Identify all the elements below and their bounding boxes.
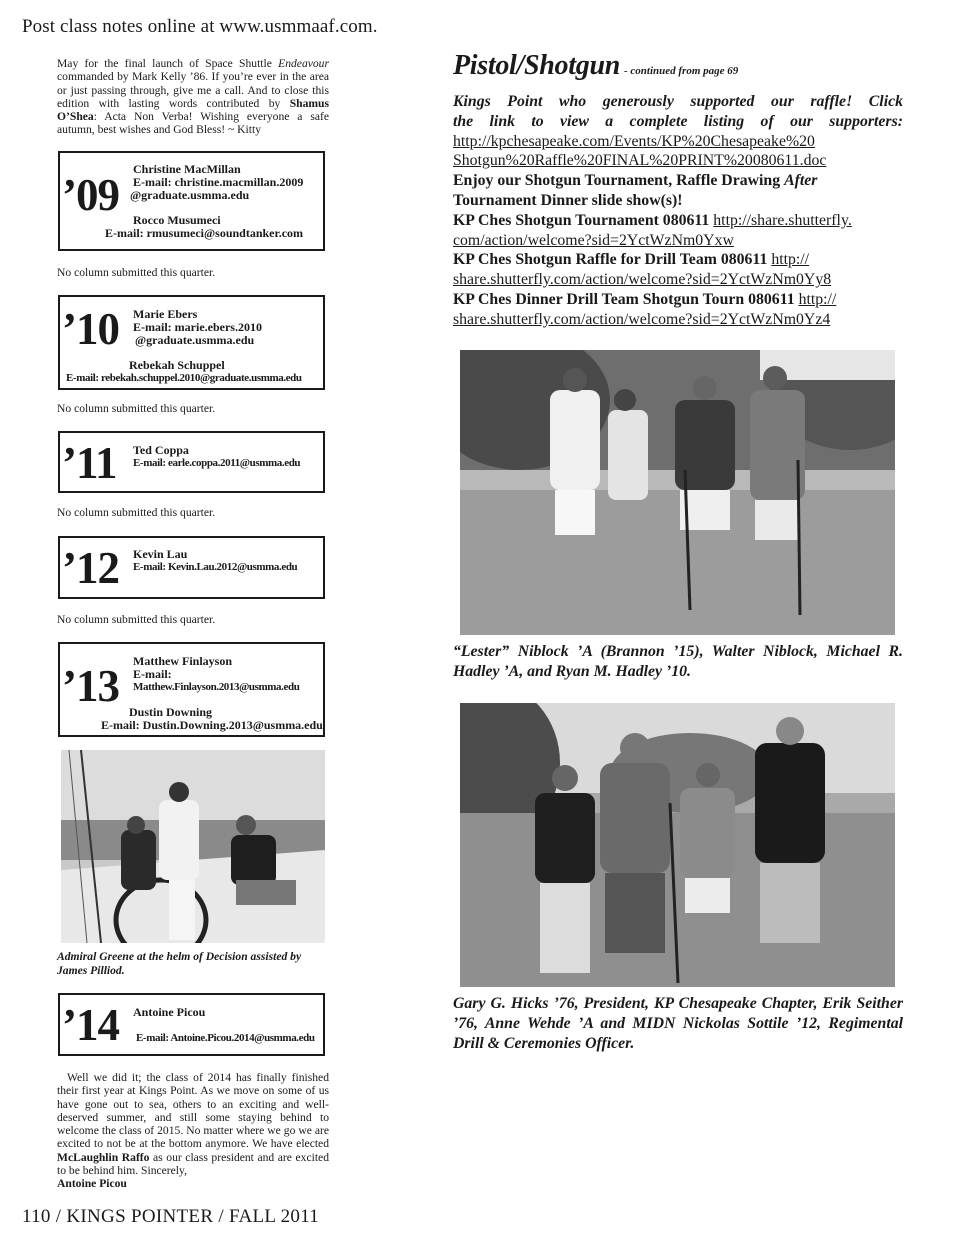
class-box-2014 (58, 993, 325, 1056)
tournament-link[interactable]: http://share.shutterfly. (713, 211, 852, 229)
class-box-2010 (58, 295, 325, 390)
no-column-note: No column submitted this quarter. (57, 613, 216, 626)
class-year: ’14 (62, 1000, 119, 1050)
intro-paragraph (57, 57, 329, 137)
correspondent-email: E-mail: christine.macmillan.2009 (133, 175, 304, 189)
tournament-photo-caption: “Lester” Niblock ’A (Brannon ’15), Walter Niblock, Michael R. Hadley ’A, and Ryan M. Hadley ’10. (453, 643, 903, 680)
body-line: the link to view a complete listing of our supporters: (453, 112, 903, 130)
tournament-group-photo (460, 350, 895, 635)
article-title (453, 50, 738, 82)
correspondent-email: E-mail: Antoine.Picou.2014@usmma.edu (136, 1032, 315, 1044)
class-box-2012 (58, 536, 325, 599)
correspondent-name: Marie Ebers (133, 307, 198, 321)
correspondent-name: Antoine Picou (133, 1005, 206, 1019)
correspondent-name-2: Rebekah Schuppel (129, 358, 225, 372)
dinner-label: KP Ches Dinner Drill Team Shotgun Tourn 080611 (453, 290, 799, 308)
dinner-link-cont[interactable]: share.shutterfly.com/action/welcome?sid=2YctWzNm0Yz4 (453, 310, 831, 328)
correspondent-name: Ted Coppa (133, 443, 189, 457)
correspondent-email-label: E-mail: (133, 667, 172, 681)
chapter-photo-caption: Gary G. Hicks ’76, President, KP Chesapeake Chapter, Erik Seither ’76, Anne Wehde ’A and MIDN Nickolas Sottile ’12, Regimental Drill & Ceremonies Officer. (453, 995, 903, 1052)
class-2014-paragraph (57, 1071, 329, 1191)
correspondent-email-domain: @graduate.usmma.edu (130, 188, 250, 202)
correspondent-email-2: E-mail: rmusumeci@soundtanker.com (105, 226, 304, 240)
class-box-2013 (58, 642, 325, 737)
intro-text-3: : Acta Non Verba! Wishing everyone a safe autumn, best wishes and God Bless! ~ Kitty (57, 110, 329, 137)
sailing-photo-caption: Admiral Greene at the helm of Decision assisted by James Pilliod. (57, 950, 302, 977)
page-header: Post class notes online at www.usmmaaf.com. (22, 16, 378, 37)
contributor-name: Shamus O’Shea (57, 96, 329, 124)
signature-name: Antoine Picou (57, 1177, 127, 1191)
ship-name: Endeavour (278, 57, 329, 70)
class-2014-text-2: as our class president and are excited to be behind him. Sincerely, (57, 1150, 329, 1178)
class-year: ’13 (62, 661, 119, 711)
class-2014-text-1: Well we did it; the class of 2014 has finally finished their first year at Kings Point. As we move on some of us have gone out to sea, others to an exciting and well-deserved summer, and still some staying behind to welcome the class of 2015. No matter where we go we are excited to not be at the bottom anymore. We have elected (57, 1071, 329, 1151)
correspondent-name: Christine MacMillan (133, 162, 241, 176)
no-column-note: No column submitted this quarter. (57, 506, 216, 519)
class-year: ’12 (62, 543, 119, 593)
class-president-name: McLaughlin Raffo (57, 1150, 150, 1164)
raffle-link[interactable]: http:// (771, 251, 810, 269)
intro-text-1: May for the final launch of Space Shuttle (57, 57, 279, 70)
correspondent-name: Kevin Lau (133, 547, 188, 561)
class-year: ’10 (62, 304, 119, 354)
raffle-link-cont[interactable]: share.shutterfly.com/action/welcome?sid=2YctWzNm0Yy8 (453, 271, 832, 289)
enjoy-text: Enjoy our Shotgun Tournament, Raffle Drawing (453, 172, 785, 190)
correspondent-email: E-mail: marie.ebers.2010 (133, 320, 262, 334)
chapter-group-photo (460, 703, 895, 987)
sailing-photo (61, 750, 325, 943)
correspondent-email: E-mail: earle.coppa.2011@usmma.edu (133, 457, 301, 469)
no-column-note: No column submitted this quarter. (57, 266, 216, 279)
body-line: Kings Point who generously supported our raffle! Click (453, 93, 903, 110)
correspondent-name-2: Dustin Downing (129, 705, 213, 719)
raffle-label: KP Ches Shotgun Raffle for Drill Team 080611 (453, 251, 772, 269)
no-column-note: No column submitted this quarter. (57, 402, 216, 415)
tournament-label: KP Ches Shotgun Tournament 080611 (453, 211, 714, 229)
title-main: Pistol/Shotgun (453, 50, 620, 81)
class-box-2009 (58, 151, 325, 251)
enjoy-after: After (784, 172, 818, 190)
intro-text-2: commanded by Mark Kelly ’86. If you’re ever in the area or just passing through, give me a call. And to close this edition with lasting words contributed by (57, 70, 329, 110)
class-box-2011 (58, 431, 325, 493)
article-body (453, 92, 903, 330)
title-continued: - continued from page 69 (624, 65, 739, 77)
correspondent-email-2: E-mail: rebekah.schuppel.2010@graduate.usmma.edu (66, 372, 302, 384)
tournament-link-cont[interactable]: com/action/welcome?sid=2YctWzNm0Yxw (453, 231, 734, 249)
class-year: ’09 (62, 170, 119, 220)
enjoy-text-2: Tournament Dinner slide show(s)! (453, 191, 683, 209)
page-footer: 110 / KINGS POINTER / FALL 2011 (22, 1206, 320, 1227)
dinner-link[interactable]: http:// (798, 290, 837, 308)
correspondent-name: Matthew Finlayson (133, 654, 232, 668)
supporters-link-cont[interactable]: Shotgun%20Raffle%20FINAL%20PRINT%20080611.doc (453, 152, 827, 170)
correspondent-name-2: Rocco Musumeci (133, 213, 221, 227)
supporters-link[interactable]: http://kpchesapeake.com/Events/KP%20Chesapeake%20 (453, 132, 815, 150)
correspondent-email: Matthew.Finlayson.2013@usmma.edu (133, 681, 300, 693)
class-year: ’11 (62, 438, 117, 488)
correspondent-email-domain: @graduate.usmma.edu (135, 333, 255, 347)
correspondent-email-2: E-mail: Dustin.Downing.2013@usmma.edu (101, 718, 323, 732)
correspondent-email: E-mail: Kevin.Lau.2012@usmma.edu (133, 561, 298, 573)
